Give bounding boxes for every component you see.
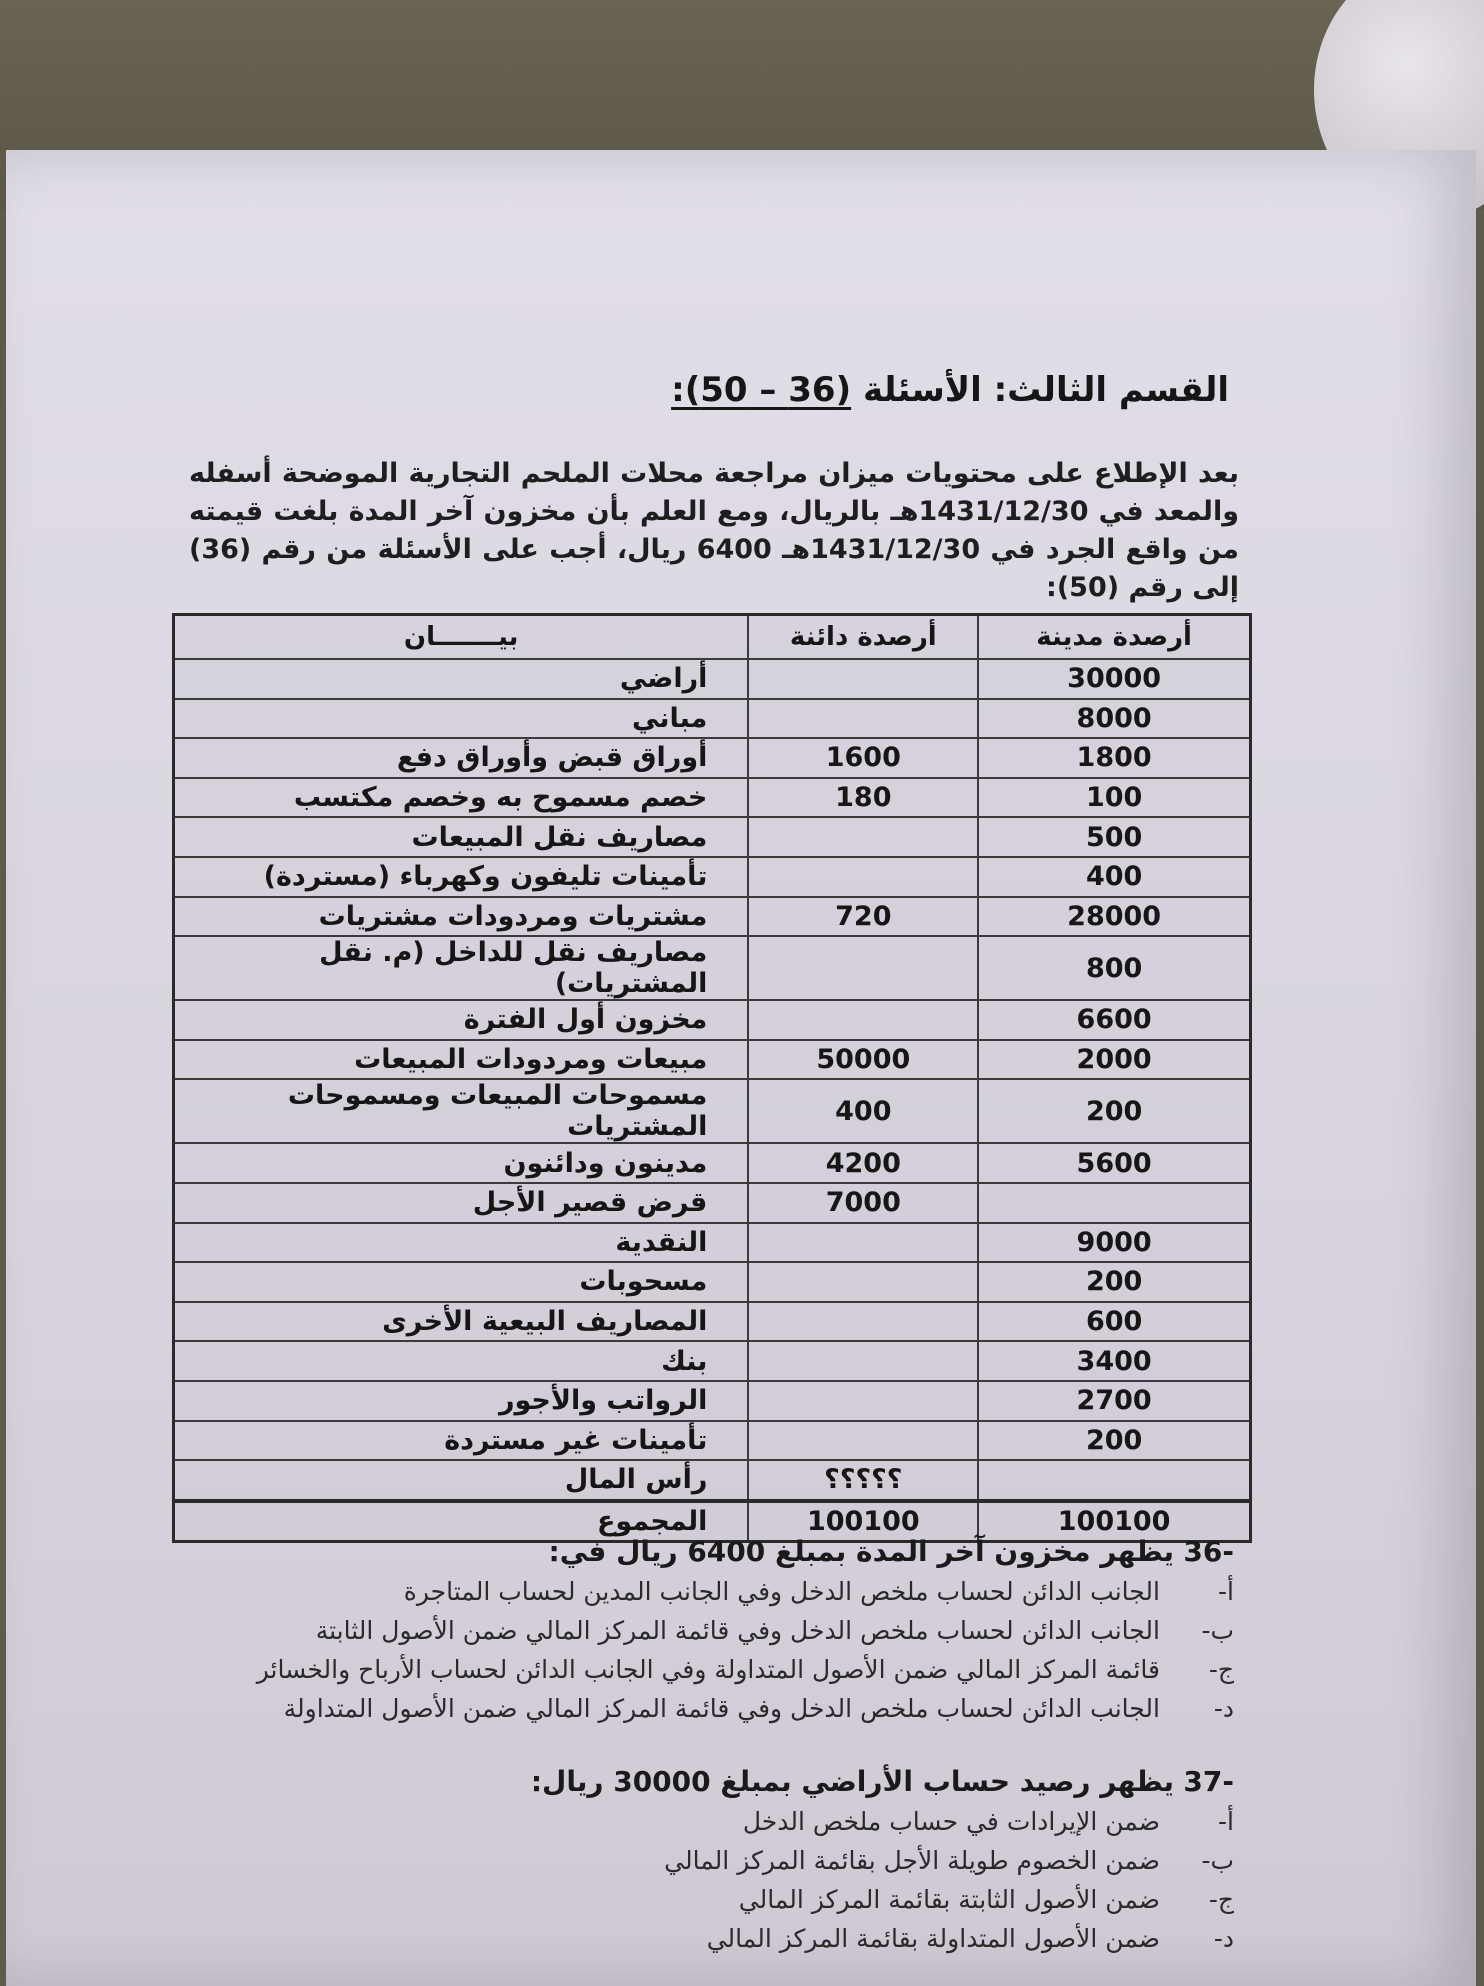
credit-cell [748, 699, 978, 739]
option-text: الجانب الدائن لحساب ملخص الدخل وفي قائمة المركز المالي ضمن الأصول الثابتة [315, 1616, 1160, 1645]
header-debit: أرصدة مدينة [978, 615, 1250, 660]
table-row [174, 699, 1251, 739]
total-label-cell: المجموع [174, 1501, 749, 1542]
description-cell: أراضي [174, 659, 749, 699]
description-cell: مصاريف نقل للداخل (م. نقل المشتريات) [174, 936, 749, 1000]
option-letter: د- [1213, 1924, 1234, 1953]
option-c[interactable] [234, 1650, 1234, 1689]
option-text: قائمة المركز المالي ضمن الأصول المتداولة وفي الجانب الدائن لحساب الأرباح والخسائر [256, 1655, 1160, 1684]
table-row [174, 1460, 1251, 1501]
question-37 [234, 1765, 1234, 1958]
debit-cell: 9000 [978, 1223, 1250, 1263]
trial-balance-table [172, 613, 1252, 1543]
table-row [174, 817, 1251, 857]
option-text: الجانب الدائن لحساب ملخص الدخل وفي قائمة المركز المالي ضمن الأصول المتداولة [283, 1694, 1160, 1723]
credit-cell: 400 [748, 1079, 978, 1143]
description-cell: مسموحات المبيعات ومسموحات المشتريات [174, 1079, 749, 1143]
table-body [174, 659, 1251, 1542]
credit-cell: 50000 [748, 1040, 978, 1080]
description-cell: أوراق قبض وأوراق دفع [174, 738, 749, 778]
debit-cell: 200 [978, 1079, 1250, 1143]
table-row [174, 1341, 1251, 1381]
question-text: يظهر رصيد حساب الأراضي بمبلغ 30000 ريال: [530, 1765, 1174, 1798]
credit-cell: 4200 [748, 1143, 978, 1183]
description-cell: مشتريات ومردودات مشتريات [174, 897, 749, 937]
table-row [174, 778, 1251, 818]
debit-cell: 28000 [978, 897, 1250, 937]
description-cell: خصم مسموح به وخصم مكتسب [174, 778, 749, 818]
table-row [174, 659, 1251, 699]
table-row [174, 1143, 1251, 1183]
section-title [671, 370, 1229, 410]
table-row [174, 936, 1251, 1000]
debit-cell: 100 [978, 778, 1250, 818]
credit-cell [748, 659, 978, 699]
description-cell: مسحوبات [174, 1262, 749, 1302]
table-row [174, 1302, 1251, 1342]
intro-paragraph: بعد الإطلاع على محتويات ميزان مراجعة محلات الملحم التجارية الموضحة أسفله والمعد في 1431/12/30هـ بالريال، ومع العلم بأن مخزون آخر المدة بلغت قيمته من واقع الجرد في 1431/12/30هـ 6400 ريال، أجب على الأسئلة من رقم (36) إلى رقم (50): [189, 458, 1239, 603]
credit-cell [748, 1223, 978, 1263]
debit-cell: 500 [978, 817, 1250, 857]
table-row [174, 1223, 1251, 1263]
question-36 [234, 1535, 1234, 1728]
description-cell: النقدية [174, 1223, 749, 1263]
debit-cell: 200 [978, 1262, 1250, 1302]
option-d[interactable] [234, 1689, 1234, 1728]
option-a[interactable] [234, 1802, 1234, 1841]
description-cell: تأمينات غير مستردة [174, 1421, 749, 1461]
option-letter: د- [1213, 1694, 1234, 1723]
debit-cell: 1800 [978, 738, 1250, 778]
option-d[interactable] [234, 1919, 1234, 1958]
table-row [174, 1183, 1251, 1223]
option-letter: ب- [1201, 1616, 1234, 1645]
description-cell: بنك [174, 1341, 749, 1381]
option-a[interactable] [234, 1572, 1234, 1611]
description-cell: تأمينات تليفون وكهرباء (مستردة) [174, 857, 749, 897]
credit-cell [748, 1000, 978, 1040]
credit-cell [748, 1262, 978, 1302]
option-letter: ب- [1201, 1846, 1234, 1875]
credit-cell: 180 [748, 778, 978, 818]
option-text: ضمن الأصول الثابتة بقائمة المركز المالي [738, 1885, 1160, 1914]
credit-cell: ؟؟؟؟؟ [748, 1460, 978, 1501]
option-b[interactable] [234, 1611, 1234, 1650]
description-cell: مخزون أول الفترة [174, 1000, 749, 1040]
debit-cell: 30000 [978, 659, 1250, 699]
credit-cell [748, 1302, 978, 1342]
option-text: ضمن الإيرادات في حساب ملخص الدخل [742, 1807, 1160, 1836]
question-number: -36 [1183, 1535, 1234, 1568]
option-letter: ج- [1208, 1885, 1234, 1914]
debit-cell [978, 1460, 1250, 1501]
description-cell: مباني [174, 699, 749, 739]
credit-cell [748, 1421, 978, 1461]
debit-cell: 2700 [978, 1381, 1250, 1421]
option-text: ضمن الأصول المتداولة بقائمة المركز المالي [706, 1924, 1160, 1953]
section-range: (36 – 50): [671, 370, 852, 410]
debit-cell [978, 1183, 1250, 1223]
header-description: بيـــــــان [174, 615, 749, 660]
table-row [174, 1262, 1251, 1302]
credit-cell: 7000 [748, 1183, 978, 1223]
question-number: -37 [1183, 1765, 1234, 1798]
debit-cell: 200 [978, 1421, 1250, 1461]
table-header-row [174, 615, 1251, 660]
debit-cell: 5600 [978, 1143, 1250, 1183]
option-letter: ج- [1208, 1655, 1234, 1684]
description-cell: الرواتب والأجور [174, 1381, 749, 1421]
debit-cell: 2000 [978, 1040, 1250, 1080]
table-row [174, 1000, 1251, 1040]
debit-cell: 8000 [978, 699, 1250, 739]
option-letter: أ- [1218, 1807, 1234, 1836]
debit-cell: 6600 [978, 1000, 1250, 1040]
section-title-text: القسم الثالث: الأسئلة [862, 370, 1229, 410]
description-cell: قرض قصير الأجل [174, 1183, 749, 1223]
credit-cell [748, 857, 978, 897]
option-text: الجانب الدائن لحساب ملخص الدخل وفي الجانب المدين لحساب المتاجرة [403, 1577, 1160, 1606]
description-cell: المصاريف البيعية الأخرى [174, 1302, 749, 1342]
header-credit: أرصدة دائنة [748, 615, 978, 660]
option-text: ضمن الخصوم طويلة الأجل بقائمة المركز المالي [664, 1846, 1160, 1875]
table-row [174, 738, 1251, 778]
credit-cell: 1600 [748, 738, 978, 778]
table-row [174, 857, 1251, 897]
table-row [174, 1381, 1251, 1421]
credit-cell [748, 817, 978, 857]
table-row [174, 1079, 1251, 1143]
option-b[interactable] [234, 1841, 1234, 1880]
debit-cell: 800 [978, 936, 1250, 1000]
table-row [174, 1421, 1251, 1461]
credit-cell [748, 936, 978, 1000]
debit-cell: 3400 [978, 1341, 1250, 1381]
table-row [174, 897, 1251, 937]
credit-cell [748, 1341, 978, 1381]
total-debit-cell: 100100 [978, 1501, 1250, 1542]
description-cell: مدينون ودائنون [174, 1143, 749, 1183]
debit-cell: 400 [978, 857, 1250, 897]
description-cell: مبيعات ومردودات المبيعات [174, 1040, 749, 1080]
credit-cell [748, 1381, 978, 1421]
option-letter: أ- [1218, 1577, 1234, 1606]
option-c[interactable] [234, 1880, 1234, 1919]
total-credit-cell: 100100 [748, 1501, 978, 1542]
description-cell: مصاريف نقل المبيعات [174, 817, 749, 857]
debit-cell: 600 [978, 1302, 1250, 1342]
table-row [174, 1040, 1251, 1080]
description-cell: رأس المال [174, 1460, 749, 1501]
question-text: يظهر مخزون آخر المدة بمبلغ 6400 ريال في: [548, 1535, 1174, 1568]
credit-cell: 720 [748, 897, 978, 937]
